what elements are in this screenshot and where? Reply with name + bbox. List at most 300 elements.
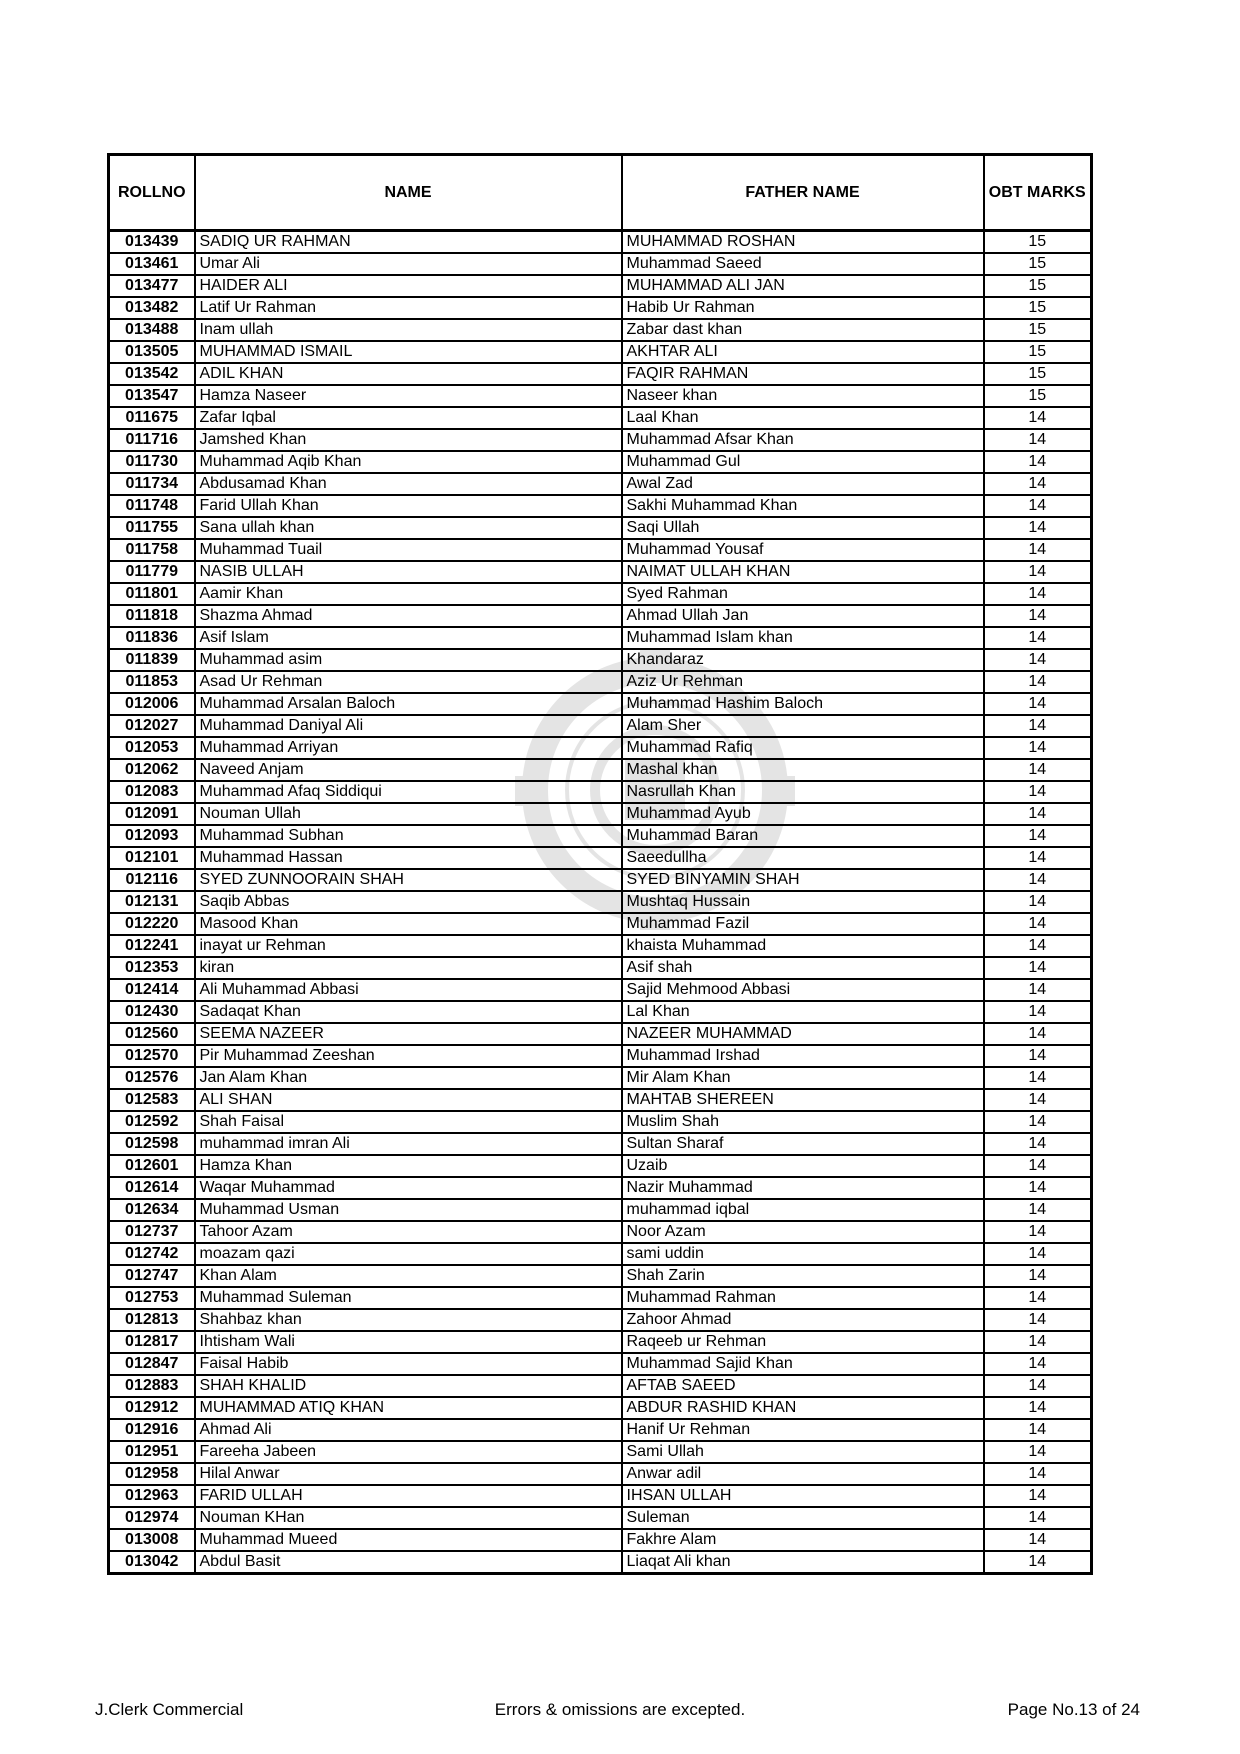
table-row bbox=[109, 319, 1092, 341]
name-cell: inayat ur Rehman bbox=[195, 935, 622, 957]
name-cell: Hamza Khan bbox=[195, 1155, 622, 1177]
obt-marks-cell: 14 bbox=[984, 1529, 1092, 1551]
name-cell: Masood Khan bbox=[195, 913, 622, 935]
table-row bbox=[109, 1331, 1092, 1353]
name-cell: Shahbaz khan bbox=[195, 1309, 622, 1331]
father-name-cell: Syed Rahman bbox=[622, 583, 984, 605]
father-name-cell: Muhammad Rafiq bbox=[622, 737, 984, 759]
name-cell: Naveed Anjam bbox=[195, 759, 622, 781]
name-cell: Muhammad Usman bbox=[195, 1199, 622, 1221]
rollno-cell: 012570 bbox=[109, 1045, 195, 1067]
father-name-cell: Sakhi Muhammad Khan bbox=[622, 495, 984, 517]
table-row bbox=[109, 847, 1092, 869]
name-cell: NASIB ULLAH bbox=[195, 561, 622, 583]
name-cell: Abdul Basit bbox=[195, 1551, 622, 1574]
father-name-cell: NAZEER MUHAMMAD bbox=[622, 1023, 984, 1045]
father-name-cell: Muhammad Baran bbox=[622, 825, 984, 847]
rollno-cell: 012414 bbox=[109, 979, 195, 1001]
table-row bbox=[109, 957, 1092, 979]
rollno-cell: 011758 bbox=[109, 539, 195, 561]
obt-marks-cell: 14 bbox=[984, 1133, 1092, 1155]
rollno-cell: 011716 bbox=[109, 429, 195, 451]
table-row bbox=[109, 1243, 1092, 1265]
table-row bbox=[109, 1375, 1092, 1397]
name-cell: ADIL KHAN bbox=[195, 363, 622, 385]
table-row bbox=[109, 979, 1092, 1001]
obt-marks-cell: 14 bbox=[984, 1353, 1092, 1375]
rollno-cell: 013042 bbox=[109, 1551, 195, 1574]
obt-marks-cell: 14 bbox=[984, 1507, 1092, 1529]
name-cell: Pir Muhammad Zeeshan bbox=[195, 1045, 622, 1067]
name-cell: MUHAMMAD ISMAIL bbox=[195, 341, 622, 363]
obt-marks-cell: 15 bbox=[984, 385, 1092, 407]
table-row bbox=[109, 715, 1092, 737]
name-cell: Tahoor Azam bbox=[195, 1221, 622, 1243]
father-name-cell: Alam Sher bbox=[622, 715, 984, 737]
table-row bbox=[109, 1551, 1092, 1574]
obt-marks-cell: 14 bbox=[984, 1419, 1092, 1441]
rollno-cell: 012951 bbox=[109, 1441, 195, 1463]
obt-marks-cell: 14 bbox=[984, 495, 1092, 517]
name-cell: Inam ullah bbox=[195, 319, 622, 341]
obt-marks-cell: 14 bbox=[984, 1045, 1092, 1067]
father-name-cell: Mashal khan bbox=[622, 759, 984, 781]
rollno-cell: 012634 bbox=[109, 1199, 195, 1221]
header-obt-marks: OBT MARKS bbox=[984, 155, 1092, 231]
obt-marks-cell: 14 bbox=[984, 561, 1092, 583]
header-father-name: FATHER NAME bbox=[622, 155, 984, 231]
name-cell: Muhammad Afaq Siddiqui bbox=[195, 781, 622, 803]
obt-marks-cell: 14 bbox=[984, 1485, 1092, 1507]
name-cell: muhammad imran Ali bbox=[195, 1133, 622, 1155]
name-cell: Latif Ur Rahman bbox=[195, 297, 622, 319]
obt-marks-cell: 14 bbox=[984, 1463, 1092, 1485]
table-row bbox=[109, 1309, 1092, 1331]
name-cell: HAIDER ALI bbox=[195, 275, 622, 297]
table-row bbox=[109, 297, 1092, 319]
name-cell: Nouman KHan bbox=[195, 1507, 622, 1529]
table-row bbox=[109, 825, 1092, 847]
father-name-cell: Nazir Muhammad bbox=[622, 1177, 984, 1199]
name-cell: MUHAMMAD ATIQ KHAN bbox=[195, 1397, 622, 1419]
name-cell: Muhammad Suleman bbox=[195, 1287, 622, 1309]
obt-marks-cell: 14 bbox=[984, 1155, 1092, 1177]
table-row bbox=[109, 1023, 1092, 1045]
father-name-cell: Sultan Sharaf bbox=[622, 1133, 984, 1155]
table-body bbox=[109, 231, 1092, 1574]
table-row bbox=[109, 517, 1092, 539]
father-name-cell: muhammad iqbal bbox=[622, 1199, 984, 1221]
table-row bbox=[109, 1089, 1092, 1111]
name-cell: Umar Ali bbox=[195, 253, 622, 275]
obt-marks-cell: 14 bbox=[984, 957, 1092, 979]
obt-marks-cell: 14 bbox=[984, 517, 1092, 539]
obt-marks-cell: 14 bbox=[984, 1287, 1092, 1309]
rollno-cell: 012753 bbox=[109, 1287, 195, 1309]
rollno-cell: 012747 bbox=[109, 1265, 195, 1287]
table-row bbox=[109, 231, 1092, 254]
table-row bbox=[109, 869, 1092, 891]
obt-marks-cell: 14 bbox=[984, 1243, 1092, 1265]
obt-marks-cell: 14 bbox=[984, 825, 1092, 847]
obt-marks-cell: 14 bbox=[984, 935, 1092, 957]
rollno-cell: 012006 bbox=[109, 693, 195, 715]
rollno-cell: 011734 bbox=[109, 473, 195, 495]
father-name-cell: Muslim Shah bbox=[622, 1111, 984, 1133]
father-name-cell: Uzaib bbox=[622, 1155, 984, 1177]
father-name-cell: Zahoor Ahmad bbox=[622, 1309, 984, 1331]
father-name-cell: AFTAB SAEED bbox=[622, 1375, 984, 1397]
table-row bbox=[109, 253, 1092, 275]
rollno-cell: 013488 bbox=[109, 319, 195, 341]
obt-marks-cell: 15 bbox=[984, 363, 1092, 385]
name-cell: Sana ullah khan bbox=[195, 517, 622, 539]
obt-marks-cell: 15 bbox=[984, 253, 1092, 275]
name-cell: Ali Muhammad Abbasi bbox=[195, 979, 622, 1001]
father-name-cell: FAQIR RAHMAN bbox=[622, 363, 984, 385]
name-cell: SHAH KHALID bbox=[195, 1375, 622, 1397]
table-row bbox=[109, 737, 1092, 759]
obt-marks-cell: 14 bbox=[984, 1331, 1092, 1353]
results-table bbox=[107, 153, 1093, 1575]
rollno-cell: 012576 bbox=[109, 1067, 195, 1089]
rollno-cell: 012583 bbox=[109, 1089, 195, 1111]
obt-marks-cell: 14 bbox=[984, 451, 1092, 473]
rollno-cell: 012737 bbox=[109, 1221, 195, 1243]
obt-marks-cell: 14 bbox=[984, 1221, 1092, 1243]
name-cell: Muhammad Mueed bbox=[195, 1529, 622, 1551]
name-cell: SYED ZUNNOORAIN SHAH bbox=[195, 869, 622, 891]
obt-marks-cell: 14 bbox=[984, 1397, 1092, 1419]
name-cell: Farid Ullah Khan bbox=[195, 495, 622, 517]
table-row bbox=[109, 1199, 1092, 1221]
table-row bbox=[109, 1441, 1092, 1463]
table-row bbox=[109, 583, 1092, 605]
rollno-cell: 012614 bbox=[109, 1177, 195, 1199]
father-name-cell: Naseer khan bbox=[622, 385, 984, 407]
table-row bbox=[109, 693, 1092, 715]
father-name-cell: Ahmad Ullah Jan bbox=[622, 605, 984, 627]
footer-left: J.Clerk Commercial bbox=[95, 1700, 244, 1719]
father-name-cell: Sajid Mehmood Abbasi bbox=[622, 979, 984, 1001]
rollno-cell: 012916 bbox=[109, 1419, 195, 1441]
father-name-cell: Muhammad Afsar Khan bbox=[622, 429, 984, 451]
father-name-cell: MUHAMMAD ROSHAN bbox=[622, 231, 984, 254]
father-name-cell: Muhammad Hashim Baloch bbox=[622, 693, 984, 715]
name-cell: Asif Islam bbox=[195, 627, 622, 649]
footer-center: Errors & omissions are excepted. bbox=[494, 1700, 746, 1719]
rollno-cell: 013547 bbox=[109, 385, 195, 407]
rollno-cell: 012131 bbox=[109, 891, 195, 913]
rollno-cell: 012813 bbox=[109, 1309, 195, 1331]
rollno-cell: 012093 bbox=[109, 825, 195, 847]
father-name-cell: Sami Ullah bbox=[622, 1441, 984, 1463]
table-row bbox=[109, 1463, 1092, 1485]
table-row bbox=[109, 891, 1092, 913]
table-row bbox=[109, 1397, 1092, 1419]
name-cell: Jamshed Khan bbox=[195, 429, 622, 451]
obt-marks-cell: 14 bbox=[984, 1023, 1092, 1045]
obt-marks-cell: 15 bbox=[984, 231, 1092, 254]
rollno-cell: 012053 bbox=[109, 737, 195, 759]
name-cell: Nouman Ullah bbox=[195, 803, 622, 825]
obt-marks-cell: 14 bbox=[984, 803, 1092, 825]
name-cell: Muhammad Tuail bbox=[195, 539, 622, 561]
name-cell: Shazma Ahmad bbox=[195, 605, 622, 627]
name-cell: Hamza Naseer bbox=[195, 385, 622, 407]
table-row bbox=[109, 539, 1092, 561]
name-cell: Sadaqat Khan bbox=[195, 1001, 622, 1023]
obt-marks-cell: 14 bbox=[984, 1375, 1092, 1397]
name-cell: Muhammad Aqib Khan bbox=[195, 451, 622, 473]
table-row bbox=[109, 451, 1092, 473]
table-row bbox=[109, 935, 1092, 957]
father-name-cell: Saqi Ullah bbox=[622, 517, 984, 539]
father-name-cell: Asif shah bbox=[622, 957, 984, 979]
obt-marks-cell: 14 bbox=[984, 407, 1092, 429]
rollno-cell: 012592 bbox=[109, 1111, 195, 1133]
name-cell: Khan Alam bbox=[195, 1265, 622, 1287]
name-cell: Ahmad Ali bbox=[195, 1419, 622, 1441]
table-row bbox=[109, 275, 1092, 297]
obt-marks-cell: 14 bbox=[984, 913, 1092, 935]
table-row bbox=[109, 1485, 1092, 1507]
header-row bbox=[109, 155, 1092, 231]
rollno-cell: 013505 bbox=[109, 341, 195, 363]
father-name-cell: Saeedullha bbox=[622, 847, 984, 869]
father-name-cell: Lal Khan bbox=[622, 1001, 984, 1023]
name-cell: FARID ULLAH bbox=[195, 1485, 622, 1507]
obt-marks-cell: 14 bbox=[984, 781, 1092, 803]
name-cell: Muhammad asim bbox=[195, 649, 622, 671]
father-name-cell: Awal Zad bbox=[622, 473, 984, 495]
rollno-cell: 011839 bbox=[109, 649, 195, 671]
rollno-cell: 013482 bbox=[109, 297, 195, 319]
name-cell: Muhammad Arsalan Baloch bbox=[195, 693, 622, 715]
obt-marks-cell: 14 bbox=[984, 1309, 1092, 1331]
obt-marks-cell: 14 bbox=[984, 671, 1092, 693]
rollno-cell: 011853 bbox=[109, 671, 195, 693]
father-name-cell: Hanif Ur Rehman bbox=[622, 1419, 984, 1441]
father-name-cell: Muhammad Fazil bbox=[622, 913, 984, 935]
table-row bbox=[109, 781, 1092, 803]
table-row bbox=[109, 913, 1092, 935]
father-name-cell: Khandaraz bbox=[622, 649, 984, 671]
table-row bbox=[109, 1507, 1092, 1529]
name-cell: Faisal Habib bbox=[195, 1353, 622, 1375]
obt-marks-cell: 14 bbox=[984, 473, 1092, 495]
rollno-cell: 013477 bbox=[109, 275, 195, 297]
name-cell: Jan Alam Khan bbox=[195, 1067, 622, 1089]
footer-page-number: Page No.13 of 24 bbox=[1007, 1700, 1140, 1719]
father-name-cell: Shah Zarin bbox=[622, 1265, 984, 1287]
rollno-cell: 012091 bbox=[109, 803, 195, 825]
name-cell: Hilal Anwar bbox=[195, 1463, 622, 1485]
obt-marks-cell: 14 bbox=[984, 847, 1092, 869]
name-cell: Zafar Iqbal bbox=[195, 407, 622, 429]
father-name-cell: Muhammad Saeed bbox=[622, 253, 984, 275]
rollno-cell: 012083 bbox=[109, 781, 195, 803]
rollno-cell: 011755 bbox=[109, 517, 195, 539]
table-row bbox=[109, 649, 1092, 671]
rollno-cell: 012353 bbox=[109, 957, 195, 979]
obt-marks-cell: 14 bbox=[984, 649, 1092, 671]
table-row bbox=[109, 1265, 1092, 1287]
table-row bbox=[109, 473, 1092, 495]
father-name-cell: ABDUR RASHID KHAN bbox=[622, 1397, 984, 1419]
father-name-cell: Muhammad Gul bbox=[622, 451, 984, 473]
rollno-cell: 012742 bbox=[109, 1243, 195, 1265]
father-name-cell: NAIMAT ULLAH KHAN bbox=[622, 561, 984, 583]
obt-marks-cell: 14 bbox=[984, 1067, 1092, 1089]
table-row bbox=[109, 1353, 1092, 1375]
table-row bbox=[109, 407, 1092, 429]
name-cell: ALI SHAN bbox=[195, 1089, 622, 1111]
father-name-cell: Muhammad Sajid Khan bbox=[622, 1353, 984, 1375]
rollno-cell: 012116 bbox=[109, 869, 195, 891]
father-name-cell: khaista Muhammad bbox=[622, 935, 984, 957]
rollno-cell: 011730 bbox=[109, 451, 195, 473]
name-cell: Muhammad Hassan bbox=[195, 847, 622, 869]
name-cell: Muhammad Daniyal Ali bbox=[195, 715, 622, 737]
father-name-cell: Liaqat Ali khan bbox=[622, 1551, 984, 1574]
name-cell: Aamir Khan bbox=[195, 583, 622, 605]
name-cell: Shah Faisal bbox=[195, 1111, 622, 1133]
obt-marks-cell: 14 bbox=[984, 627, 1092, 649]
name-cell: moazam qazi bbox=[195, 1243, 622, 1265]
name-cell: Abdusamad Khan bbox=[195, 473, 622, 495]
name-cell: Fareeha Jabeen bbox=[195, 1441, 622, 1463]
father-name-cell: Mushtaq Hussain bbox=[622, 891, 984, 913]
rollno-cell: 012560 bbox=[109, 1023, 195, 1045]
table-row bbox=[109, 605, 1092, 627]
table-row bbox=[109, 429, 1092, 451]
obt-marks-cell: 14 bbox=[984, 1177, 1092, 1199]
header-name: NAME bbox=[195, 155, 622, 231]
rollno-cell: 012220 bbox=[109, 913, 195, 935]
rollno-cell: 012963 bbox=[109, 1485, 195, 1507]
table-row bbox=[109, 1177, 1092, 1199]
rollno-cell: 012974 bbox=[109, 1507, 195, 1529]
obt-marks-cell: 14 bbox=[984, 693, 1092, 715]
obt-marks-cell: 14 bbox=[984, 1089, 1092, 1111]
rollno-cell: 011748 bbox=[109, 495, 195, 517]
name-cell: Ihtisham Wali bbox=[195, 1331, 622, 1353]
rollno-cell: 012601 bbox=[109, 1155, 195, 1177]
obt-marks-cell: 14 bbox=[984, 1551, 1092, 1574]
father-name-cell: Nasrullah Khan bbox=[622, 781, 984, 803]
name-cell: Waqar Muhammad bbox=[195, 1177, 622, 1199]
obt-marks-cell: 14 bbox=[984, 605, 1092, 627]
table-row bbox=[109, 1221, 1092, 1243]
rollno-cell: 013439 bbox=[109, 231, 195, 254]
obt-marks-cell: 15 bbox=[984, 275, 1092, 297]
father-name-cell: Fakhre Alam bbox=[622, 1529, 984, 1551]
rollno-cell: 012598 bbox=[109, 1133, 195, 1155]
rollno-cell: 012101 bbox=[109, 847, 195, 869]
table-row bbox=[109, 627, 1092, 649]
rollno-cell: 013461 bbox=[109, 253, 195, 275]
father-name-cell: Anwar adil bbox=[622, 1463, 984, 1485]
father-name-cell: IHSAN ULLAH bbox=[622, 1485, 984, 1507]
header-rollno: ROLLNO bbox=[109, 155, 195, 231]
rollno-cell: 013008 bbox=[109, 1529, 195, 1551]
father-name-cell: Suleman bbox=[622, 1507, 984, 1529]
father-name-cell: Muhammad Rahman bbox=[622, 1287, 984, 1309]
father-name-cell: Noor Azam bbox=[622, 1221, 984, 1243]
table-row bbox=[109, 495, 1092, 517]
table-row bbox=[109, 759, 1092, 781]
rollno-cell: 012027 bbox=[109, 715, 195, 737]
table-row bbox=[109, 561, 1092, 583]
obt-marks-cell: 15 bbox=[984, 319, 1092, 341]
father-name-cell: Raqeeb ur Rehman bbox=[622, 1331, 984, 1353]
rollno-cell: 012912 bbox=[109, 1397, 195, 1419]
rollno-cell: 012430 bbox=[109, 1001, 195, 1023]
rollno-cell: 012062 bbox=[109, 759, 195, 781]
obt-marks-cell: 14 bbox=[984, 1111, 1092, 1133]
name-cell: kiran bbox=[195, 957, 622, 979]
obt-marks-cell: 14 bbox=[984, 1265, 1092, 1287]
rollno-cell: 012958 bbox=[109, 1463, 195, 1485]
father-name-cell: Habib Ur Rahman bbox=[622, 297, 984, 319]
father-name-cell: AKHTAR ALI bbox=[622, 341, 984, 363]
name-cell: SEEMA NAZEER bbox=[195, 1023, 622, 1045]
father-name-cell: Zabar dast khan bbox=[622, 319, 984, 341]
table-row bbox=[109, 1111, 1092, 1133]
obt-marks-cell: 15 bbox=[984, 297, 1092, 319]
father-name-cell: Muhammad Yousaf bbox=[622, 539, 984, 561]
father-name-cell: SYED BINYAMIN SHAH bbox=[622, 869, 984, 891]
table-row bbox=[109, 1287, 1092, 1309]
obt-marks-cell: 14 bbox=[984, 891, 1092, 913]
father-name-cell: Aziz Ur Rehman bbox=[622, 671, 984, 693]
obt-marks-cell: 14 bbox=[984, 979, 1092, 1001]
table-row bbox=[109, 363, 1092, 385]
obt-marks-cell: 14 bbox=[984, 869, 1092, 891]
father-name-cell: Mir Alam Khan bbox=[622, 1067, 984, 1089]
table-row bbox=[109, 1155, 1092, 1177]
father-name-cell: MUHAMMAD ALI JAN bbox=[622, 275, 984, 297]
table-row bbox=[109, 385, 1092, 407]
obt-marks-cell: 14 bbox=[984, 539, 1092, 561]
obt-marks-cell: 14 bbox=[984, 1001, 1092, 1023]
name-cell: SADIQ UR RAHMAN bbox=[195, 231, 622, 254]
obt-marks-cell: 14 bbox=[984, 759, 1092, 781]
father-name-cell: Muhammad Islam khan bbox=[622, 627, 984, 649]
table-row bbox=[109, 1045, 1092, 1067]
table-row bbox=[109, 341, 1092, 363]
rollno-cell: 012847 bbox=[109, 1353, 195, 1375]
table-row bbox=[109, 1001, 1092, 1023]
rollno-cell: 012817 bbox=[109, 1331, 195, 1353]
obt-marks-cell: 14 bbox=[984, 715, 1092, 737]
name-cell: Muhammad Subhan bbox=[195, 825, 622, 847]
table-row bbox=[109, 671, 1092, 693]
obt-marks-cell: 14 bbox=[984, 737, 1092, 759]
father-name-cell: Muhammad Ayub bbox=[622, 803, 984, 825]
obt-marks-cell: 14 bbox=[984, 1441, 1092, 1463]
rollno-cell: 011801 bbox=[109, 583, 195, 605]
father-name-cell: Muhammad Irshad bbox=[622, 1045, 984, 1067]
rollno-cell: 011675 bbox=[109, 407, 195, 429]
obt-marks-cell: 14 bbox=[984, 429, 1092, 451]
obt-marks-cell: 14 bbox=[984, 1199, 1092, 1221]
name-cell: Saqib Abbas bbox=[195, 891, 622, 913]
father-name-cell: MAHTAB SHEREEN bbox=[622, 1089, 984, 1111]
father-name-cell: sami uddin bbox=[622, 1243, 984, 1265]
rollno-cell: 011779 bbox=[109, 561, 195, 583]
